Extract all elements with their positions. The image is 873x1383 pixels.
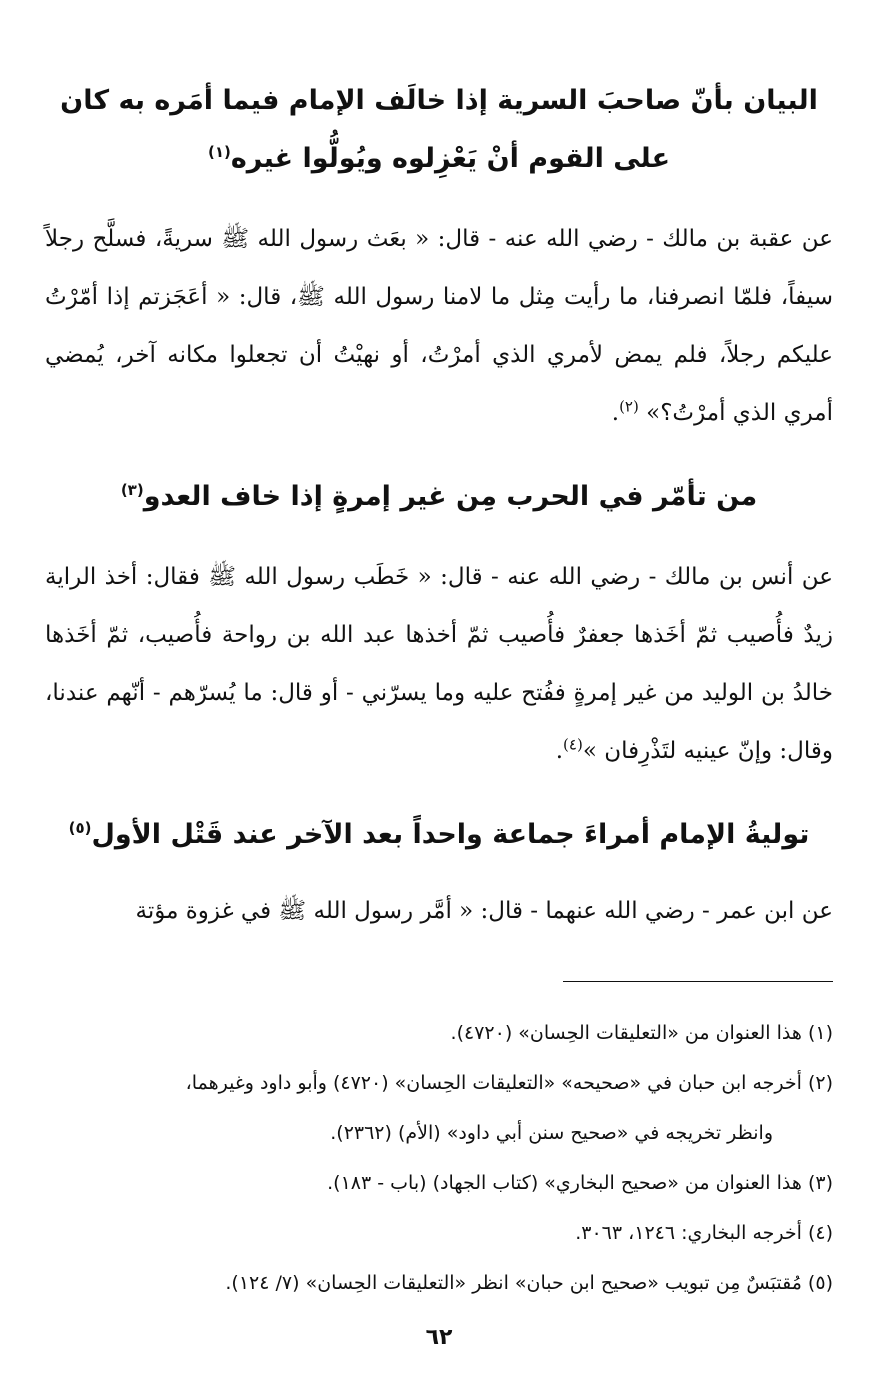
section-heading-1-text: البيان بأنّ صاحبَ السرية إذا خالَف الإمام فيما أمَره به كان على القوم أنْ يَعْزِلوه ويُولُّوا غيره — [60, 85, 818, 174]
hadith-paragraph-3 — [45, 882, 833, 940]
footnote-ref-1: (١) — [207, 143, 231, 161]
footnote-2-continuation: وانظر تخريجه في «صحيح سنن أبي داود» (الأم) (٢٣٦٢). — [330, 1122, 773, 1144]
footnote-divider — [563, 981, 833, 982]
footnotes — [45, 1008, 833, 1308]
footnote-1: (١) هذا العنوان من «التعليقات الحِسان» (٤٧٢٠). — [450, 1022, 833, 1044]
hadith-end-2: . — [555, 738, 564, 764]
hadith-text-1: عن عقبة بن مالك - رضي الله عنه - قال: « بعَث رسول الله ﷺ سريةً، فسلَّح رجلاً سيفاً، فلمّا انصرفنا، ما رأيت مِثل ما لامنا رسول الله ﷺ، قال: « أعَجَزتم إذا أمّرْتُ عليكم رجلاً، فلم يمض لأمري الذي أمرْتُ، أو نهيْتُ أن تجعلوا مكانه آخر، يُمضي أمري الذي أمرْتُ؟» — [45, 226, 833, 426]
footnote-4: (٤) أخرجه البخاري: ١٢٤٦، ٣٠٦٣. — [575, 1222, 833, 1244]
page-number: ٦٢ — [425, 1325, 453, 1350]
hadith-text-2: عن أنس بن مالك - رضي الله عنه - قال: « خَطَب رسول الله ﷺ فقال: أخذ الراية زيدٌ فأُصيب ثمّ أخَذها جعفرٌ فأُصيب ثمّ أخذها عبد الله بن رواحة فأُصيب، ثمّ أخَذها خالدُ بن الوليد من غير إمرةٍ ففُتح عليه وما يسرّني - أو قال: ما يُسرّهم - أنّهم عندنا، وقال: وإنّ عينيه لتَذْرِفان » — [45, 564, 833, 764]
section-heading-2 — [45, 468, 833, 526]
section-heading-1 — [45, 72, 833, 188]
footnote-5: (٥) مُقتبَسٌ مِن تبويب «صحيح ابن حبان» انظر «التعليقات الحِسان» (٧/ ١٢٤). — [225, 1272, 833, 1294]
section-heading-3 — [45, 806, 833, 864]
section-heading-3-text: توليةُ الإمام أمراءَ جماعة واحداً بعد الآخر عند قَتْل الأول — [91, 819, 810, 850]
footnote-ref-4: (٤) — [563, 735, 583, 754]
footnote-2: (٢) أخرجه ابن حبان في «صحيحه» «التعليقات الحِسان» (٤٧٢٠) وأبو داود وغيرهما، — [185, 1072, 833, 1094]
hadith-text-3: عن ابن عمر - رضي الله عنهما - قال: « أمَّر رسول الله ﷺ في غزوة مؤتة — [135, 898, 833, 924]
footnote-ref-5: (٥) — [68, 819, 92, 837]
book-page — [45, 60, 833, 1363]
hadith-paragraph-1 — [45, 210, 833, 442]
hadith-paragraph-2 — [45, 548, 833, 780]
hadith-end-1: . — [611, 400, 620, 426]
section-heading-2-text: من تأمّر في الحرب مِن غير إمرةٍ إذا خاف العدو — [143, 481, 758, 512]
footnote-3: (٣) هذا العنوان من «صحيح البخاري» (كتاب الجهاد) (باب - ١٨٣). — [327, 1172, 833, 1194]
footnote-ref-3: (٣) — [120, 481, 144, 499]
footnote-ref-2: (٢) — [619, 397, 639, 416]
